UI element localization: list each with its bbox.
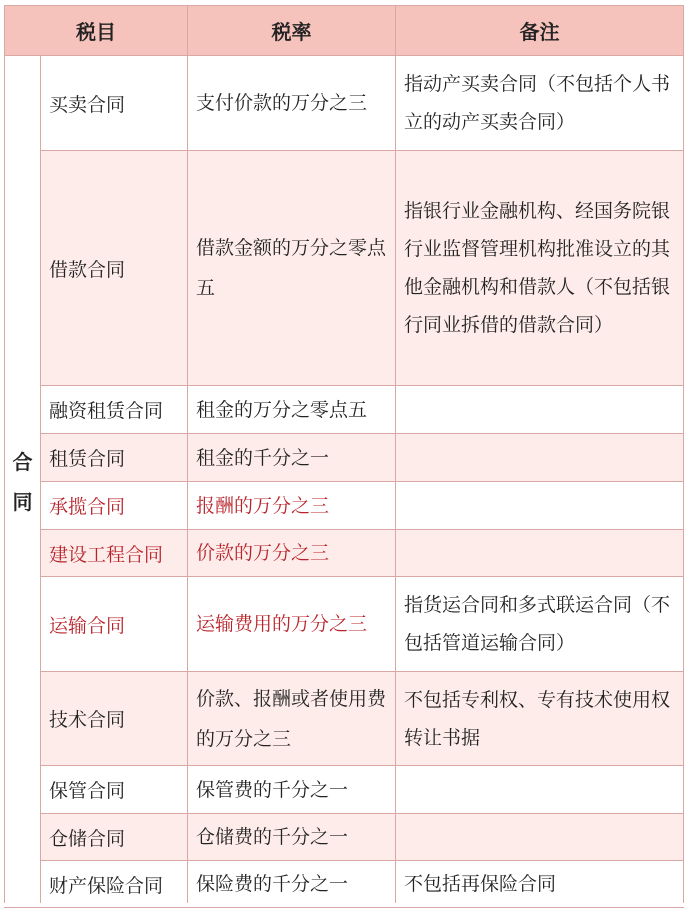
table-row xyxy=(5,672,684,766)
table-body xyxy=(5,56,684,908)
row-name-cell: 借款合同 xyxy=(41,151,188,386)
row-note-cell: 不包括再保险合同 xyxy=(396,861,684,908)
row-rate-cell: 保险费的千分之一 xyxy=(188,861,396,908)
row-note-cell: 指货运合同和多式联运合同（不包括管道运输合同） xyxy=(396,577,684,672)
row-name-cell: 买卖合同 xyxy=(41,56,188,151)
row-note-cell: 不包括专利权、专有技术使用权转让书据 xyxy=(396,672,684,766)
header-subject: 税目 xyxy=(5,6,188,56)
row-note-cell: 指银行业金融机构、经国务院银行业监督管理机构批准设立的其他金融机构和借款人（不包括银行同业拆借的借款合同） xyxy=(396,151,684,386)
table-row xyxy=(5,814,684,861)
row-name-cell: 保管合同 xyxy=(41,766,188,814)
row-rate-cell: 价款、报酬或者使用费的万分之三 xyxy=(188,672,396,766)
group-label-char: 合 xyxy=(12,449,33,474)
table-row xyxy=(5,56,684,151)
header-rate: 税率 xyxy=(188,6,396,56)
row-rate-cell: 价款的万分之三 xyxy=(188,530,396,577)
row-name-cell: 租赁合同 xyxy=(41,434,188,482)
row-name-cell: 建设工程合同 xyxy=(41,530,188,577)
row-name-cell: 融资租赁合同 xyxy=(41,386,188,434)
page-bottom-edge xyxy=(0,903,687,907)
table-row xyxy=(5,434,684,482)
row-note-cell xyxy=(396,434,684,482)
table-row xyxy=(5,151,684,386)
table-row xyxy=(5,530,684,577)
row-rate-cell: 报酬的万分之三 xyxy=(188,482,396,530)
row-note-cell xyxy=(396,530,684,577)
group-label-cell xyxy=(5,56,41,908)
row-rate-cell: 保管费的千分之一 xyxy=(188,766,396,814)
header-note: 备注 xyxy=(396,6,684,56)
group-label-char: 同 xyxy=(12,489,33,514)
row-note-cell xyxy=(396,766,684,814)
row-name-cell: 技术合同 xyxy=(41,672,188,766)
table-row xyxy=(5,577,684,672)
row-rate-cell: 租金的千分之一 xyxy=(188,434,396,482)
row-note-cell: 指动产买卖合同（不包括个人书立的动产买卖合同） xyxy=(396,56,684,151)
table-row xyxy=(5,766,684,814)
row-rate-cell: 仓储费的千分之一 xyxy=(188,814,396,861)
row-note-cell xyxy=(396,386,684,434)
row-rate-cell: 借款金额的万分之零点五 xyxy=(188,151,396,386)
row-note-cell xyxy=(396,482,684,530)
row-rate-cell: 租金的万分之零点五 xyxy=(188,386,396,434)
table-row xyxy=(5,861,684,908)
row-note-cell xyxy=(396,814,684,861)
row-rate-cell: 支付价款的万分之三 xyxy=(188,56,396,151)
table-row xyxy=(5,386,684,434)
tax-rate-table xyxy=(4,5,684,908)
row-name-cell: 财产保险合同 xyxy=(41,861,188,908)
row-name-cell: 承揽合同 xyxy=(41,482,188,530)
row-name-cell: 运输合同 xyxy=(41,577,188,672)
table-row xyxy=(5,482,684,530)
row-name-cell: 仓储合同 xyxy=(41,814,188,861)
table-header-row xyxy=(5,6,684,56)
row-rate-cell: 运输费用的万分之三 xyxy=(188,577,396,672)
